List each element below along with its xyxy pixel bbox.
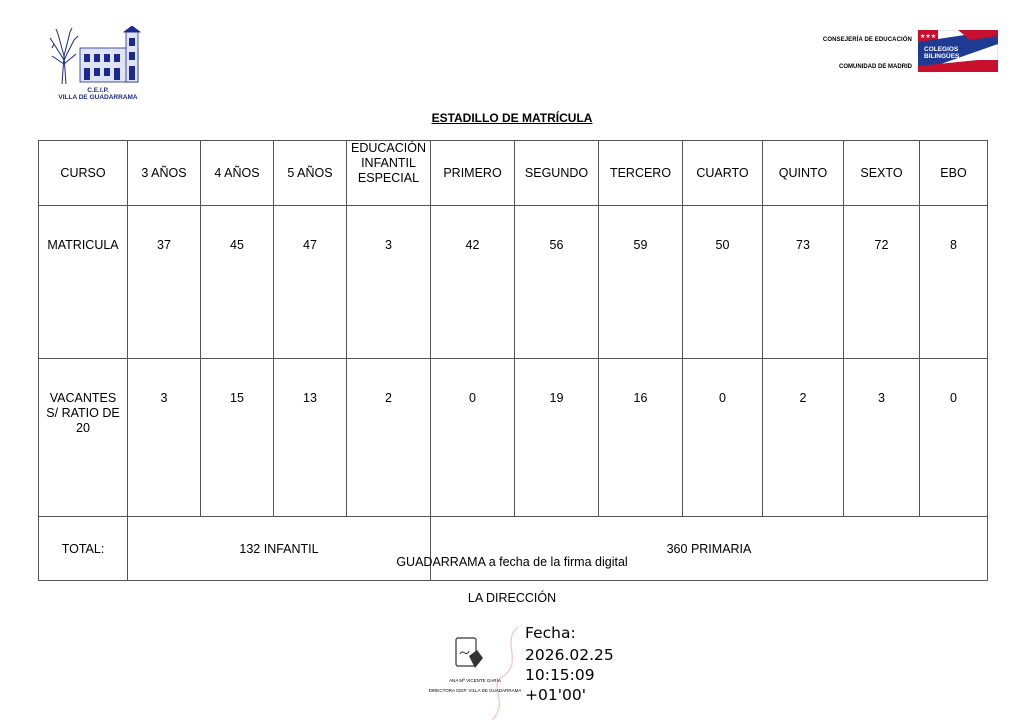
svg-text:★★★: ★★★ bbox=[920, 34, 937, 40]
header-cell: SEGUNDO bbox=[515, 141, 599, 206]
value-cell: 50 bbox=[683, 206, 763, 359]
digital-signature bbox=[420, 622, 620, 722]
header-cell: 4 AÑOS bbox=[201, 141, 274, 206]
value-cell: 42 bbox=[431, 206, 515, 359]
value-cell: 59 bbox=[599, 206, 683, 359]
signature-timezone: +01'00' bbox=[525, 686, 586, 704]
value-cell: 0 bbox=[431, 359, 515, 517]
total-primaria: 360 PRIMARIA bbox=[431, 517, 988, 581]
total-row bbox=[39, 517, 988, 581]
value-cell: 15 bbox=[201, 359, 274, 517]
value-cell: 0 bbox=[683, 359, 763, 517]
header-cell: QUINTO bbox=[763, 141, 844, 206]
school-name-line2: VILLA DE GUADARRAMA bbox=[58, 94, 138, 101]
value-cell: 16 bbox=[599, 359, 683, 517]
signature-date-label: Fecha: bbox=[525, 624, 576, 642]
badge-line2: BILINGÜES bbox=[924, 53, 960, 60]
signature-flourish bbox=[480, 622, 530, 722]
consejeria-label: CONSEJERÍA DE EDUCACIÓN bbox=[822, 37, 912, 43]
value-cell: 3 bbox=[128, 359, 201, 517]
header-line: ESPECIAL bbox=[357, 171, 420, 185]
value-cell: 3 bbox=[347, 206, 431, 359]
value-cell: 47 bbox=[274, 206, 347, 359]
row-label-line: VACANTES bbox=[49, 391, 117, 405]
header-cell: CUARTO bbox=[683, 141, 763, 206]
header-cell: SEXTO bbox=[844, 141, 920, 206]
value-cell: 13 bbox=[274, 359, 347, 517]
value-cell: 37 bbox=[128, 206, 201, 359]
school-logo bbox=[48, 26, 148, 100]
row-label bbox=[39, 359, 128, 517]
matricula-row bbox=[39, 206, 988, 359]
header-cell: 5 AÑOS bbox=[274, 141, 347, 206]
school-name-line1: C.E.I.P. bbox=[87, 87, 109, 94]
bilingual-schools-logo bbox=[918, 30, 998, 72]
header-cell: PRIMERO bbox=[431, 141, 515, 206]
value-cell: 0 bbox=[920, 359, 988, 517]
value-cell: 45 bbox=[201, 206, 274, 359]
header-row bbox=[39, 141, 988, 206]
row-label: MATRICULA bbox=[39, 206, 128, 359]
value-cell: 8 bbox=[920, 206, 988, 359]
badge-line1: COLEGIOS bbox=[924, 46, 959, 53]
header-cell: TERCERO bbox=[599, 141, 683, 206]
comunidad-label: COMUNIDAD DE MADRID bbox=[839, 64, 912, 70]
row-label: TOTAL: bbox=[39, 517, 128, 581]
row-label-line: S/ RATIO DE bbox=[46, 406, 120, 420]
total-infantil: 132 INFANTIL bbox=[128, 517, 431, 581]
enrollment-table bbox=[38, 140, 988, 581]
value-cell: 3 bbox=[844, 359, 920, 517]
header-cell bbox=[347, 141, 431, 206]
header-cell: CURSO bbox=[39, 141, 128, 206]
value-cell: 2 bbox=[763, 359, 844, 517]
value-cell: 56 bbox=[515, 206, 599, 359]
header-line: EDUCACIÓN bbox=[350, 141, 426, 155]
row-label-line: 20 bbox=[76, 421, 90, 435]
signature-time: 10:15:09 bbox=[525, 666, 595, 684]
header-cell: EBO bbox=[920, 141, 988, 206]
value-cell: 19 bbox=[515, 359, 599, 517]
value-cell: 73 bbox=[763, 206, 844, 359]
signer-name: ANA Mª VICENTE GARÍA bbox=[449, 678, 501, 683]
value-cell: 72 bbox=[844, 206, 920, 359]
vacantes-row bbox=[39, 359, 988, 517]
signature-date: 2026.02.25 bbox=[525, 646, 614, 664]
header-cell: 3 AÑOS bbox=[128, 141, 201, 206]
header-line: INFANTIL bbox=[361, 156, 416, 170]
value-cell: 2 bbox=[347, 359, 431, 517]
place-date: GUADARRAMA a fecha de la firma digital bbox=[396, 555, 628, 569]
signer-role: DIRECTORA CEIP. VILLA DE GUADARRAMA bbox=[428, 688, 522, 693]
direccion-label: LA DIRECCIÓN bbox=[467, 591, 557, 605]
document-title: ESTADILLO DE MATRÍCULA bbox=[431, 111, 593, 125]
